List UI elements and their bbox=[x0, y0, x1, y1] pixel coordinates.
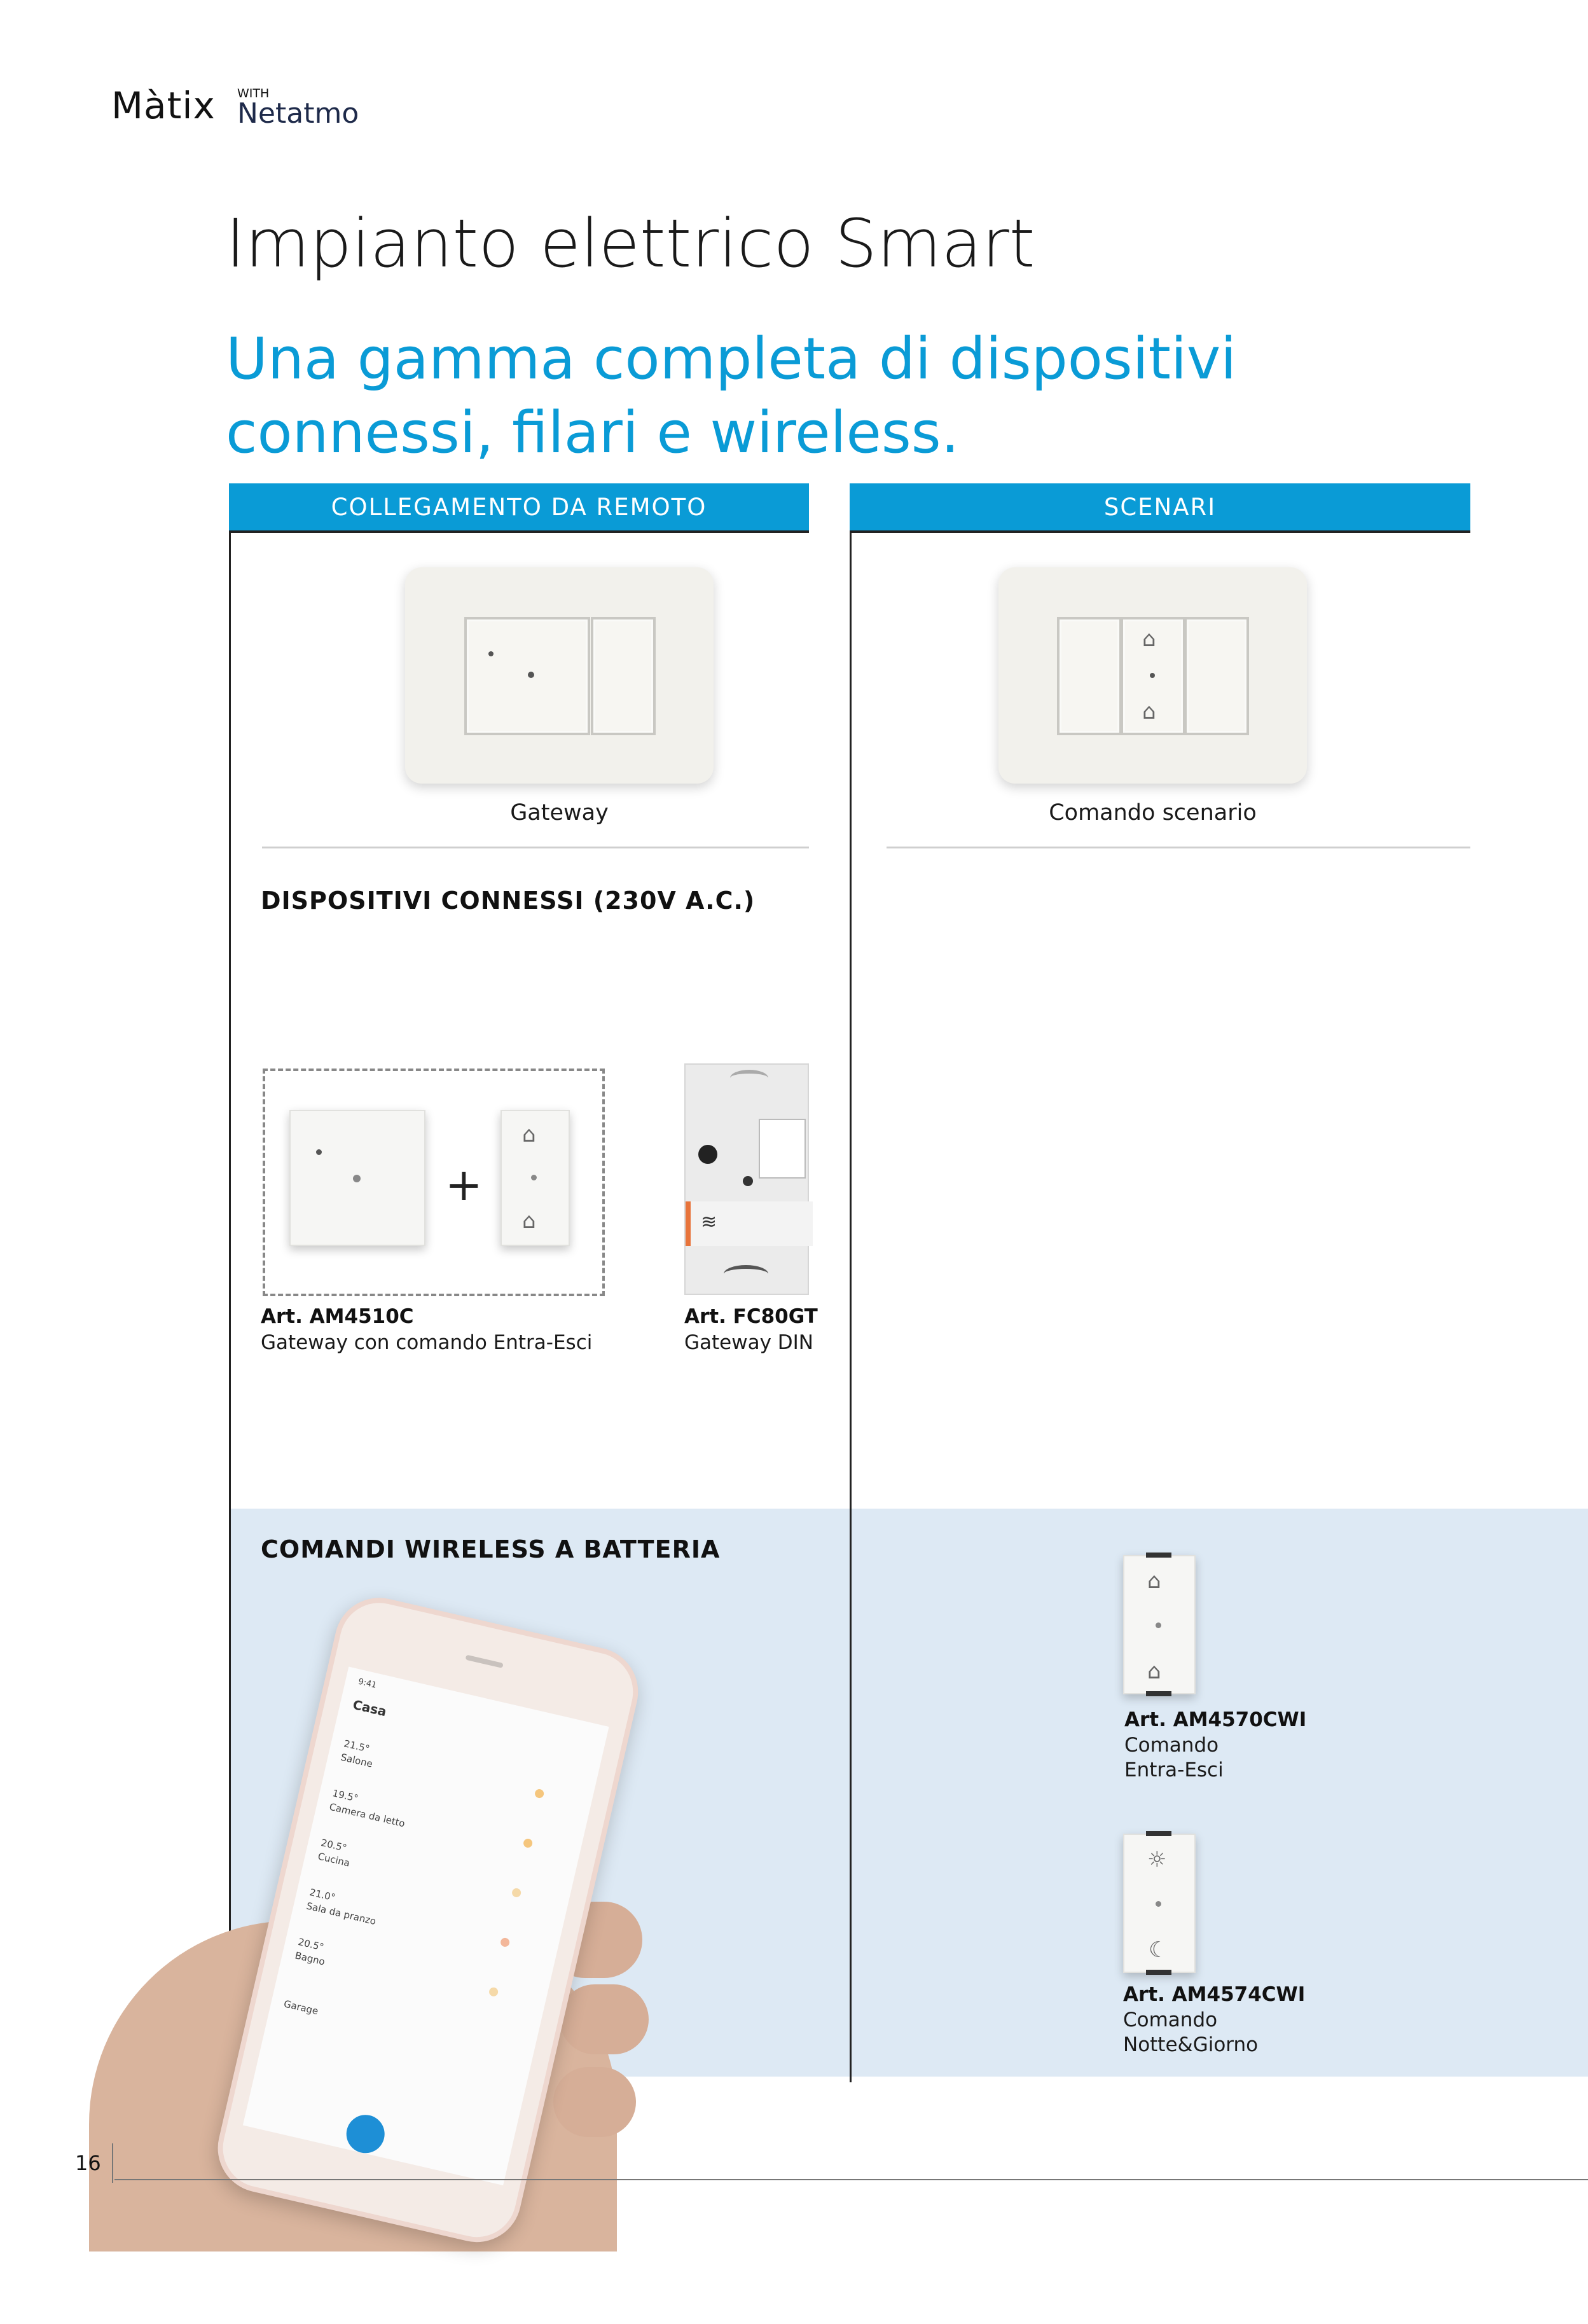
column-left-border bbox=[229, 530, 231, 2082]
product-desc-am4574cwi-line1: Comando bbox=[1123, 2009, 1218, 2031]
phone-screen bbox=[243, 1666, 609, 2185]
led-dot bbox=[353, 1175, 361, 1182]
app-room-name: Garage bbox=[282, 1998, 320, 2017]
app-room-temp: 21.0° bbox=[308, 1886, 336, 1904]
scenario-rocker bbox=[1121, 617, 1185, 735]
app-home-title: Casa bbox=[351, 1696, 389, 1720]
led-dot bbox=[1156, 1622, 1161, 1628]
moon-icon: ☾ bbox=[1149, 1937, 1168, 1963]
column-header-remote bbox=[229, 483, 809, 530]
house-enter-icon: ⌂ bbox=[1147, 1568, 1161, 1594]
din-clip bbox=[730, 1070, 768, 1086]
column-divider-line bbox=[229, 530, 809, 533]
footer-line bbox=[114, 2179, 1588, 2180]
app-room-name: Cucina bbox=[317, 1850, 351, 1869]
app-room-name: Bagno bbox=[294, 1949, 326, 1968]
light-indicator bbox=[488, 1986, 499, 1997]
phone-speaker bbox=[466, 1655, 504, 1668]
separator-rule bbox=[262, 847, 809, 848]
blank-module bbox=[1057, 617, 1122, 735]
app-room-temp: 20.5° bbox=[297, 1935, 325, 1953]
product-code-am4574cwi: Art. AM4574CWI bbox=[1123, 1983, 1306, 2006]
product-desc-am4574cwi-line2: Notte&Giorno bbox=[1123, 2033, 1259, 2056]
app-room-temp: 20.5° bbox=[320, 1837, 348, 1854]
module-top-clip bbox=[1146, 1831, 1171, 1836]
din-front-panel bbox=[686, 1201, 813, 1246]
din-button bbox=[698, 1145, 717, 1164]
column-header-scenari-label: SCENARI bbox=[1103, 493, 1217, 521]
app-room-name: Camera da letto bbox=[328, 1801, 406, 1830]
blank-module bbox=[1184, 617, 1249, 735]
brand-matix-logo: Màtix bbox=[111, 84, 216, 127]
light-indicator bbox=[534, 1788, 545, 1799]
product-code-am4510c: Art. AM4510C bbox=[261, 1305, 414, 1328]
column-divider-line bbox=[850, 530, 1470, 533]
led-dot bbox=[528, 672, 534, 678]
house-exit-icon: ⌂ bbox=[1142, 699, 1156, 724]
page-title: Impianto elettrico Smart bbox=[226, 205, 1035, 282]
led-dot bbox=[531, 1175, 537, 1180]
app-room-temp: 21.5° bbox=[343, 1738, 371, 1755]
app-room-temp: 19.5° bbox=[331, 1787, 359, 1804]
product-desc-am4510c: Gateway con comando Entra-Esci bbox=[261, 1331, 593, 1354]
brand-with-label: WITH bbox=[237, 86, 270, 100]
notte-giorno-wireless-module-image bbox=[1123, 1834, 1196, 1973]
scenario-plate-image bbox=[998, 567, 1307, 784]
section-heading-connected: DISPOSITIVI CONNESSI (230V A.C.) bbox=[261, 887, 756, 915]
product-code-fc80gt: Art. FC80GT bbox=[684, 1305, 818, 1328]
din-led bbox=[743, 1176, 753, 1186]
entra-esci-module-image bbox=[501, 1110, 570, 1246]
gateway-module-image bbox=[289, 1110, 425, 1246]
led-dot bbox=[316, 1149, 322, 1155]
scenario-caption: Comando scenario bbox=[1049, 800, 1257, 826]
page-number: 16 bbox=[75, 2151, 101, 2175]
column-header-remote-label: COLLEGAMENTO DA REMOTO bbox=[331, 493, 707, 521]
separator-rule bbox=[887, 847, 1470, 848]
plus-sign: + bbox=[445, 1159, 483, 1211]
led-dot bbox=[1156, 1901, 1161, 1907]
entra-esci-wireless-module-image bbox=[1123, 1555, 1196, 1694]
column-header-scenari bbox=[850, 483, 1470, 530]
product-desc-am4570cwi-line2: Entra-Esci bbox=[1124, 1759, 1224, 1781]
product-desc-am4570cwi-line1: Comando bbox=[1124, 1734, 1219, 1757]
gateway-plate-image bbox=[405, 567, 714, 784]
light-indicator bbox=[500, 1937, 511, 1948]
gateway-rocker bbox=[464, 617, 590, 735]
light-indicator bbox=[511, 1888, 522, 1899]
product-desc-fc80gt: Gateway DIN bbox=[684, 1331, 813, 1354]
app-room-name: Salone bbox=[340, 1751, 374, 1770]
module-bottom-clip bbox=[1146, 1970, 1171, 1975]
led-dot bbox=[488, 651, 494, 656]
blank-module bbox=[591, 617, 656, 735]
column-middle-border bbox=[850, 530, 852, 2082]
module-top-clip bbox=[1146, 1553, 1171, 1558]
house-exit-icon: ⌂ bbox=[1147, 1659, 1161, 1684]
house-enter-icon: ⌂ bbox=[1142, 626, 1156, 652]
house-enter-icon: ⌂ bbox=[522, 1122, 536, 1147]
din-gateway-image bbox=[684, 1063, 809, 1295]
app-time: 9:41 bbox=[357, 1677, 378, 1691]
module-bottom-clip bbox=[1146, 1691, 1171, 1696]
led-dot bbox=[1150, 673, 1155, 678]
house-exit-icon: ⌂ bbox=[522, 1208, 536, 1234]
brand-netatmo-logo: Netatmo bbox=[237, 97, 359, 130]
app-room-name: Sala da pranzo bbox=[305, 1900, 378, 1928]
wifi-icon: ≋ bbox=[701, 1211, 717, 1233]
din-label-qr bbox=[759, 1119, 806, 1179]
page-subtitle: Una gamma completa di dispositivi connessi, filari e wireless. bbox=[226, 326, 1237, 466]
footer-tick bbox=[112, 2143, 113, 2183]
product-code-am4570cwi: Art. AM4570CWI bbox=[1124, 1708, 1307, 1731]
din-clip bbox=[724, 1265, 768, 1283]
sun-icon: ☼ bbox=[1147, 1847, 1167, 1872]
light-indicator bbox=[523, 1838, 534, 1849]
gateway-caption: Gateway bbox=[510, 800, 609, 826]
section-heading-wireless: COMANDI WIRELESS A BATTERIA bbox=[261, 1535, 721, 1563]
